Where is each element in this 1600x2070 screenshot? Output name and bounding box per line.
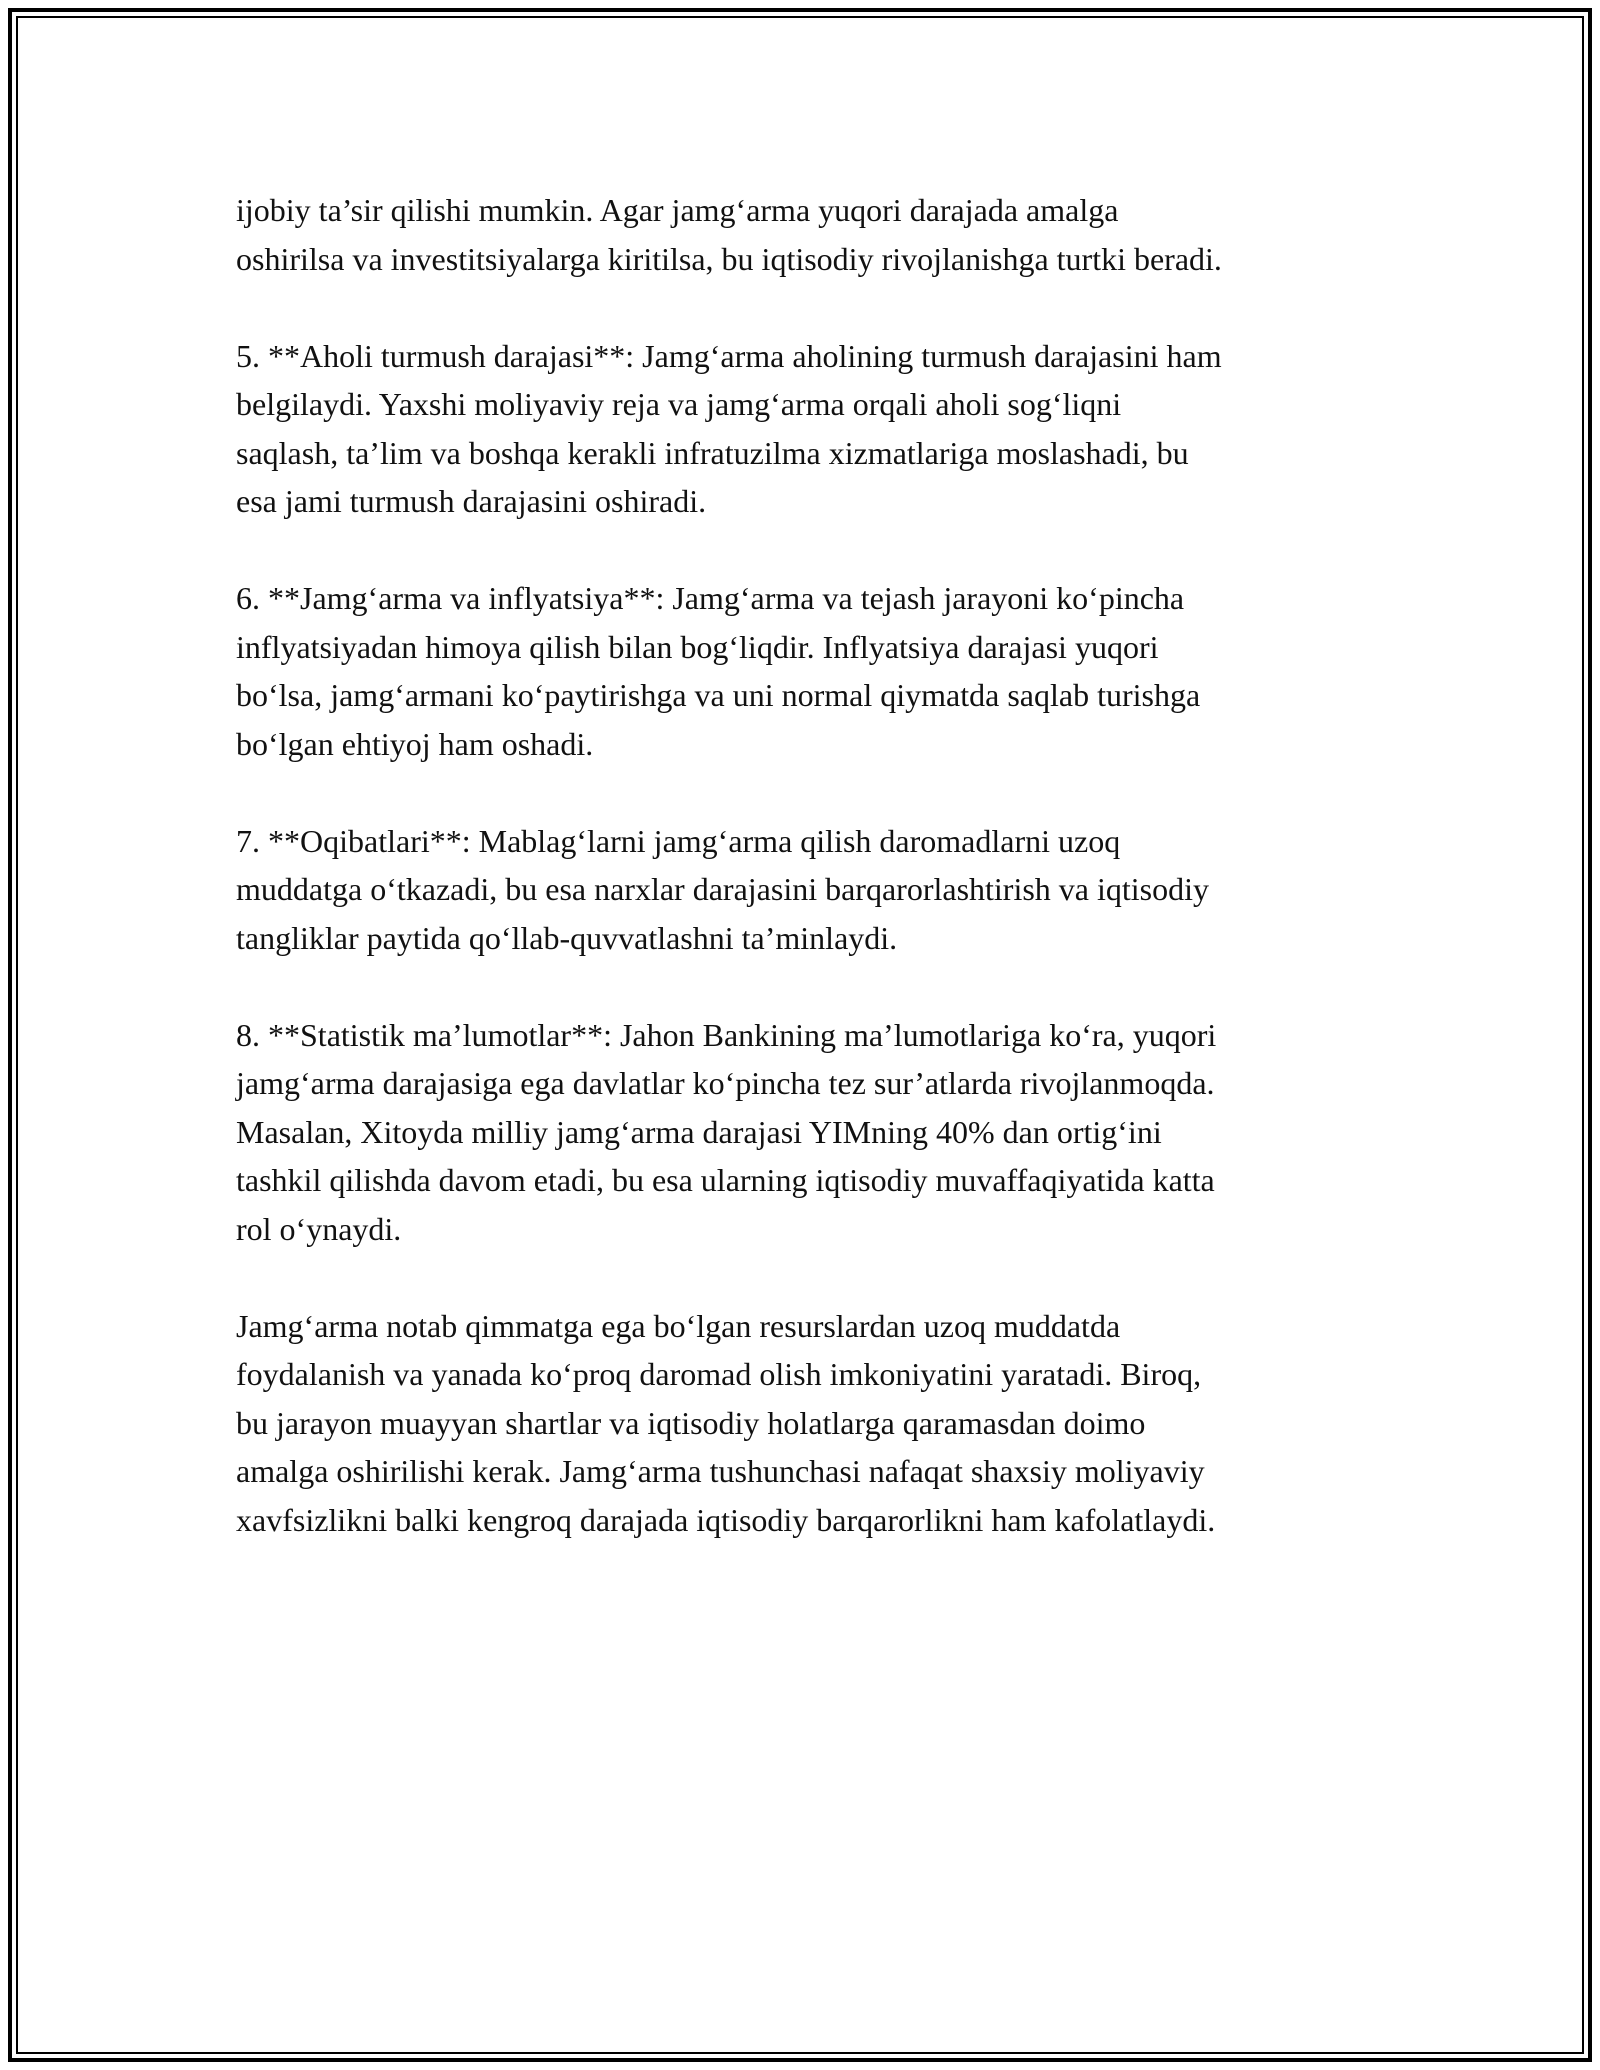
paragraph-item-8: 8. **Statistik ma’lumotlar**: Jahon Bankining ma’lumotlariga ko‘ra, yuqori jamg‘arma darajasiga ega davlatlar ko‘pincha tez sur’atlarda rivojlanmoqda. Masalan, Xitoyda milliy jamg‘arma darajasi YIMning 40% dan ortig‘ini tashkil qilishda davom etadi, bu esa ularning iqtisodiy muvaffaqiyatida katta rol o‘ynaydi. — [236, 1016, 1217, 1247]
paragraph-item-5: 5. **Aholi turmush darajasi**: Jamg‘arma aholining turmush darajasini ham belgilaydi. Yaxshi moliyaviy reja va jamg‘arma orqali aholi sog‘liqni saqlash, ta’lim va boshqa kerakli infratuzilma xizmatlariga moslashadi, bu esa jami turmush darajasini oshiradi. — [236, 337, 1222, 519]
paragraph-conclusion: Jamg‘arma notab qimmatga ega bo‘lgan resurslardan uzoq muddatda foydalanish va yanada ko‘proq daromad olish imkoniyatini yaratadi. Biroq, bu jarayon muayyan shartlar va iqtisodiy holatlarga qaramasdan doimo amalga oshirilishi kerak. Jamg‘arma tushunchasi nafaqat shaxsiy moliyaviy xavfsizlikni balki kengroq darajada iqtisodiy barqarorlikni ham kafolatlaydi. — [236, 1307, 1216, 1538]
paragraph-item-7: 7. **Oqibatlari**: Mablag‘larni jamg‘arma qilish daromadlarni uzoq muddatga o‘tkazadi, bu esa narxlar darajasini barqarorlashtirish va iqtisodiy tangliklar paytida qo‘llab-quvvatlashni ta’minlaydi. — [236, 822, 1210, 956]
paragraph-item-6: 6. **Jamg‘arma va inflyatsiya**: Jamg‘arma va tejash jarayoni ko‘pincha inflyatsiyadan himoya qilish bilan bog‘liqdir. Inflyatsiya darajasi yuqori bo‘lsa, jamg‘armani ko‘paytirishga va uni normal qiymatda saqlab turishga bo‘lgan ehtiyoj ham oshadi. — [236, 580, 1201, 762]
document-body — [236, 186, 1366, 1593]
paragraph-continuation: ijobiy ta’sir qilishi mumkin. Agar jamg‘arma yuqori darajada amalga oshirilsa va investitsiyalarga kiritilsa, bu iqtisodiy rivojlanishga turtki beradi. — [236, 192, 1222, 277]
